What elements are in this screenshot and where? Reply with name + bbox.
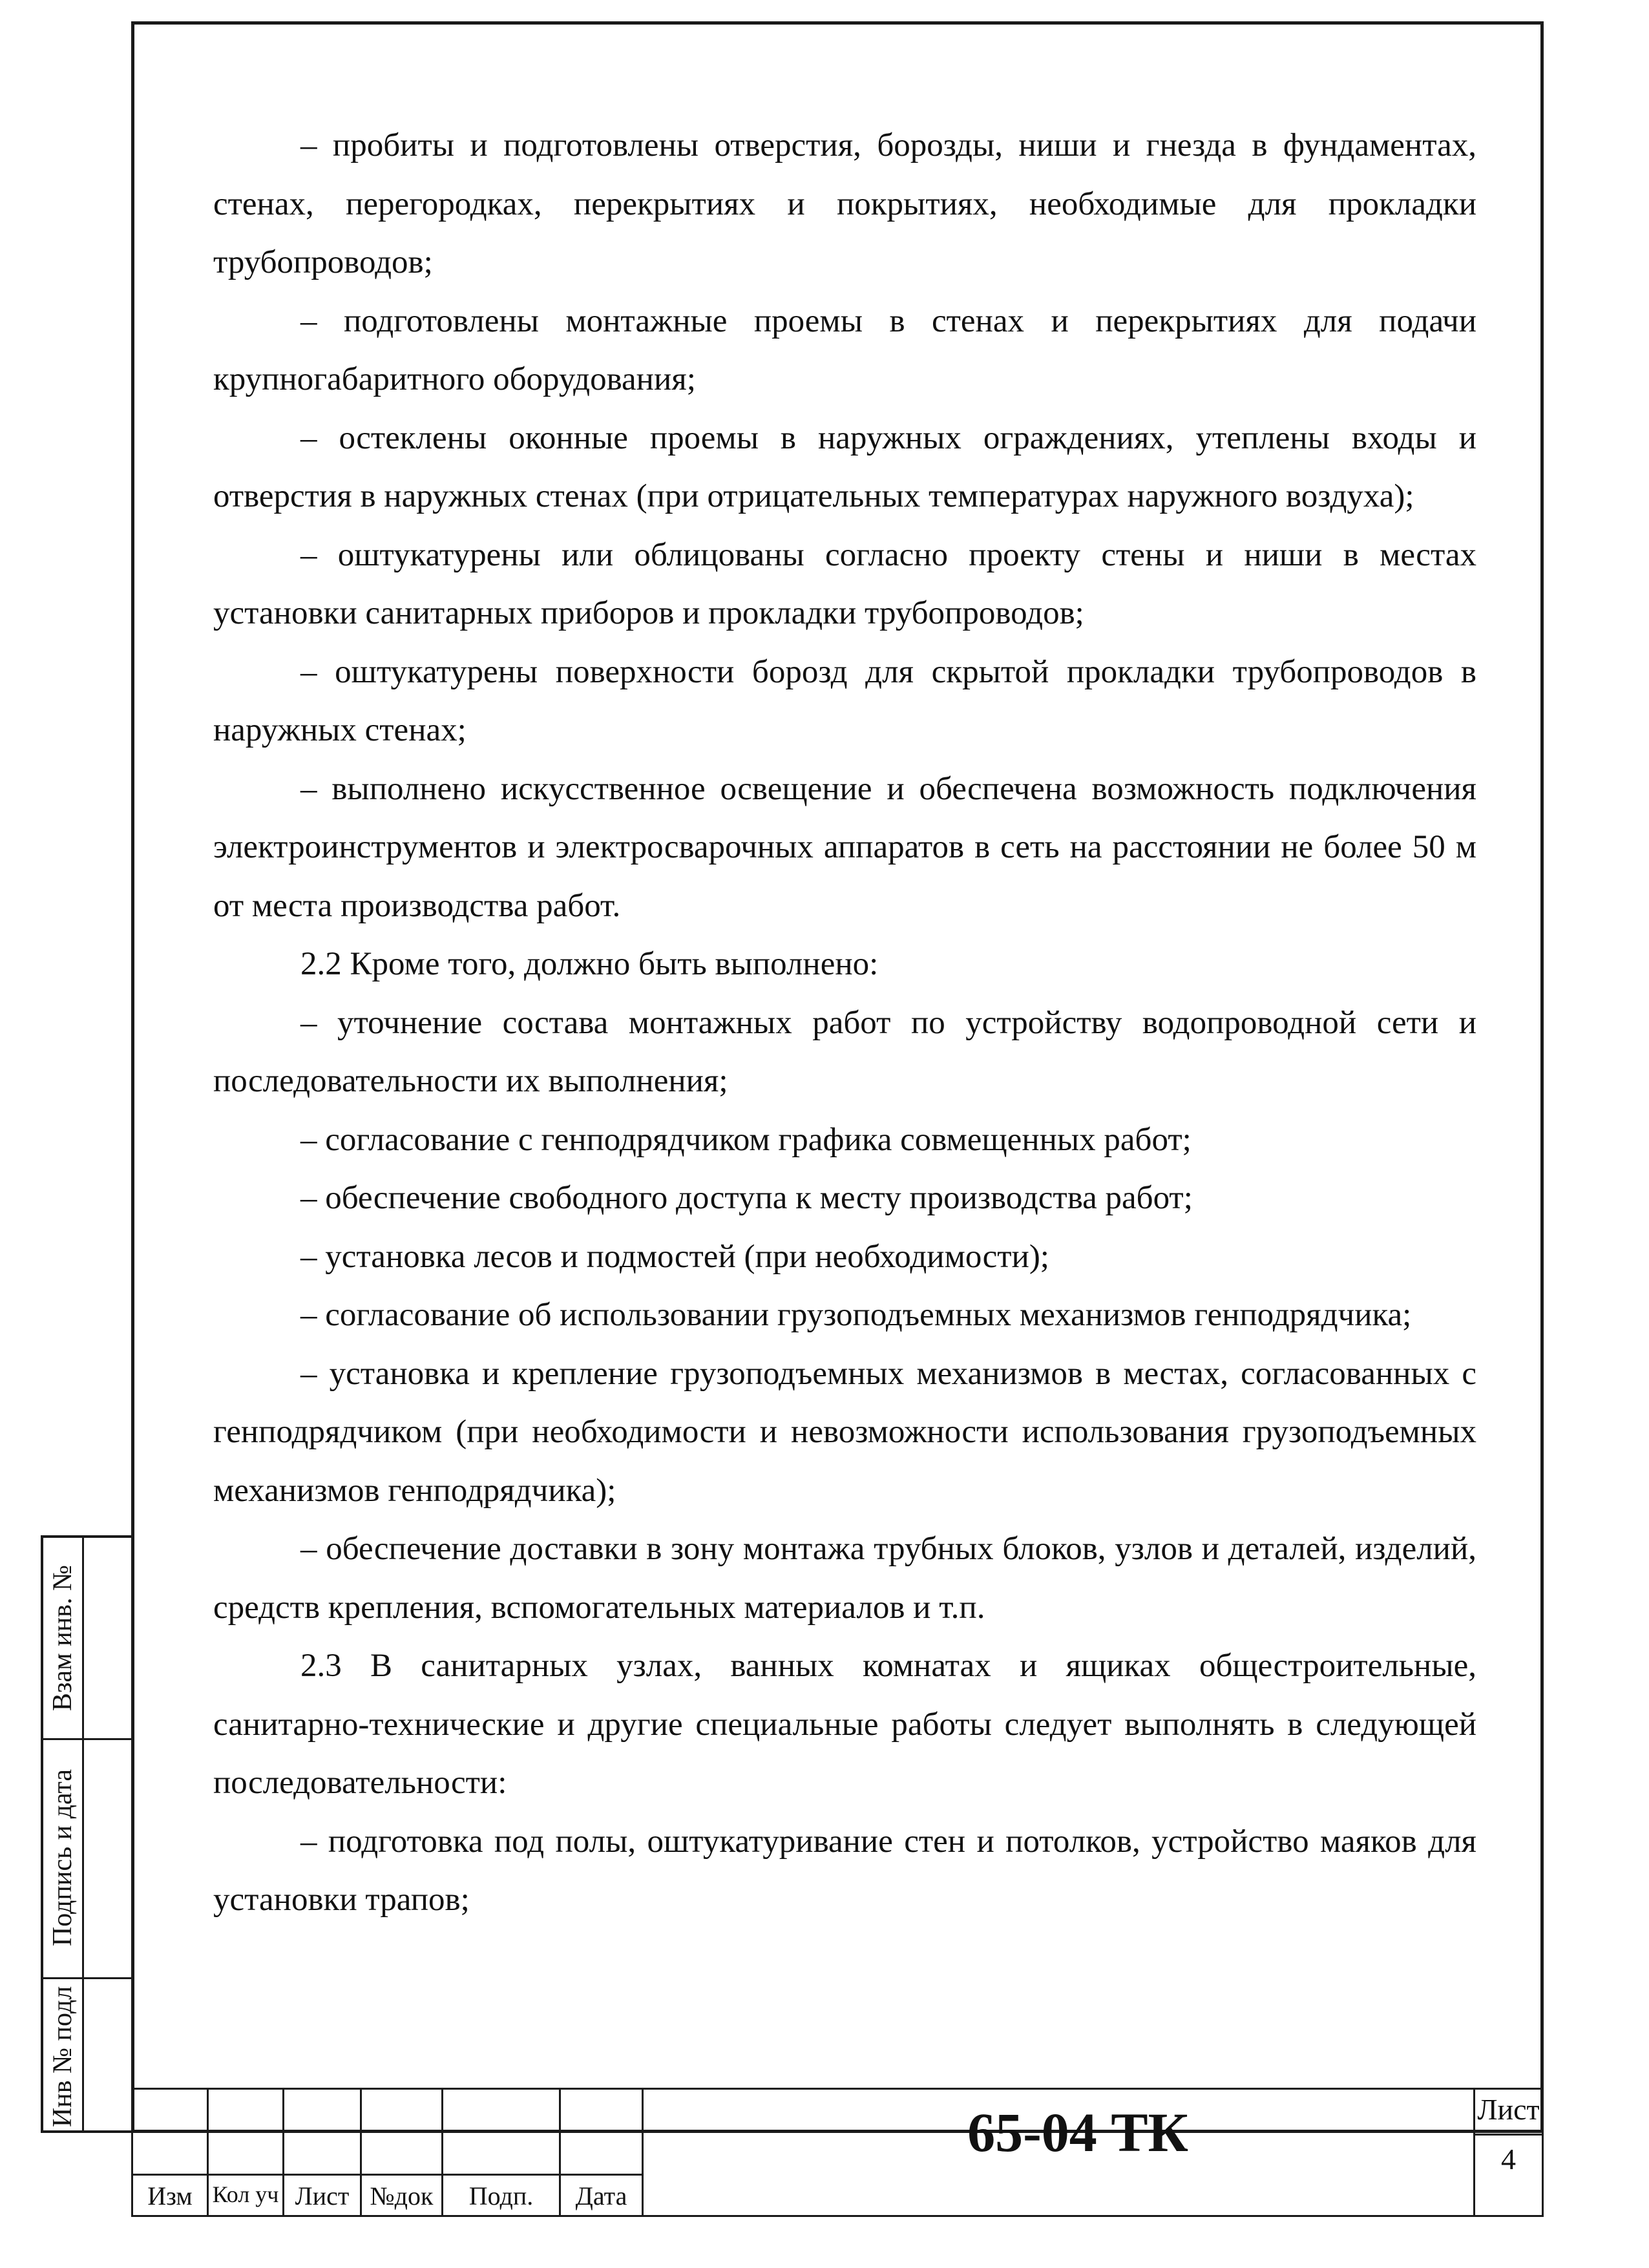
title-block-line <box>131 2215 1544 2217</box>
col-list-label: Лист <box>295 2181 350 2210</box>
col-izm-label: Изм <box>147 2181 193 2210</box>
side-stamp-divider <box>82 1538 84 2130</box>
paragraph: – подготовка под полы, оштукатуривание стен и потолков, устройство маяков для установки трапов; <box>213 1823 1476 1918</box>
podpis-data-label: Подпись и дата <box>48 1769 78 1947</box>
paragraph: – оштукатурены поверхности борозд для скрытой прокладки трубопроводов в наружных стенах; <box>213 653 1476 748</box>
col-kol-label: Кол уч <box>212 2181 279 2207</box>
vzam-inv-label: Взам инв. № <box>48 1564 78 1712</box>
paragraph: – уточнение состава монтажных работ по устройству водопроводной сети и последовательности их выполнения; <box>213 1004 1476 1099</box>
paragraph: – установка и крепление грузоподъемных механизмов в местах, согласованных с генподрядчиком (при необходимости и невозможности использования грузоподъемных механизмов генподрядчика); <box>213 1355 1476 1509</box>
title-block-line <box>131 2088 1544 2090</box>
paragraph: – остеклены оконные проемы в наружных ограждениях, утеплены входы и отверстия в наружных стенах (при отрицательных температурах наружного воздуха); <box>213 419 1476 514</box>
paragraph: – выполнено искусственное освещение и обеспечена возможность подключения электроинструментов и электросварочных аппаратов в сеть на расстоянии не более 50 м от места производства работ. <box>213 770 1476 924</box>
paragraph: – оштукатурены или облицованы согласно проекту стены и ниши в местах установки санитарных приборов и прокладки трубопроводов; <box>213 536 1476 631</box>
paragraph: – обеспечение доставки в зону монтажа трубных блоков, узлов и деталей, изделий, средств крепления, вспомогательных материалов и т.п. <box>213 1531 1476 1626</box>
paragraph: – обеспечение свободного доступа к месту производства работ; <box>300 1180 1193 1216</box>
col-podp-label: Подп. <box>468 2181 534 2210</box>
paragraph: – установка лесов и подмостей (при необходимости); <box>300 1238 1049 1275</box>
paragraph: – согласование с генподрядчиком графика совмещенных работ; <box>300 1121 1192 1158</box>
side-stamp <box>41 1535 131 2133</box>
paragraph: – пробиты и подготовлены отверстия, борозды, ниши и гнезда в фундаментах, стенах, перегородках, перекрытиях и покрытиях, необходимые для прокладки трубопроводов; <box>213 127 1476 280</box>
inv-podl-label: Инв № подл <box>48 1986 78 2127</box>
paragraph: – согласование об использовании грузоподъемных механизмов генподрядчика; <box>300 1297 1412 1333</box>
paragraph: 2.3 В санитарных узлах, ванных комнатах и ящиках общестроительные, санитарно-технические и другие специальные работы следует выполнять в следующей последовательности: <box>213 1648 1476 1801</box>
title-block-line <box>642 2088 644 2217</box>
sheet-number: 4 <box>1501 2143 1516 2176</box>
col-data-label: Дата <box>575 2181 627 2210</box>
col-ndok-label: №док <box>370 2181 434 2210</box>
paragraph: – подготовлены монтажные проемы в стенах и перекрытиях для подачи крупногабаритного оборудования; <box>213 302 1476 397</box>
side-stamp-cell <box>43 1738 82 1977</box>
side-stamp-cell <box>43 1977 82 2136</box>
paragraph: 2.2 Кроме того, должно быть выполнено: <box>300 946 879 982</box>
document-code: 65-04 ТК <box>967 2101 1188 2163</box>
sheet-label: Лист <box>1477 2093 1540 2126</box>
side-stamp-cell <box>43 1538 82 1738</box>
title-block-line <box>1473 2134 1544 2136</box>
document-body <box>213 116 1476 1929</box>
